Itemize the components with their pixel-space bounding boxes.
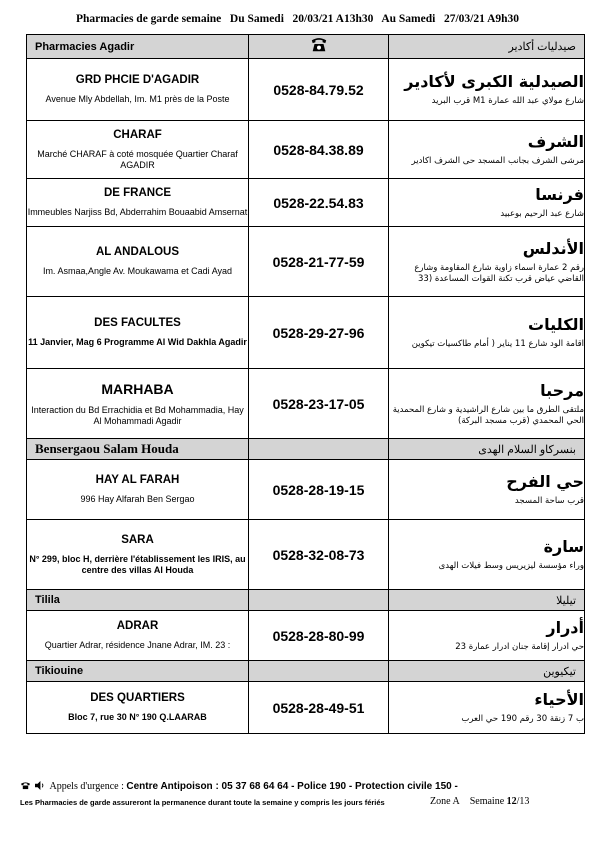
pharmacy-row: [27, 227, 585, 297]
pharmacy-row: [27, 682, 585, 734]
pharmacy-address-fr: Im. Asmaa,Angle Av. Moukawama et Cadi Ayad: [42, 266, 233, 276]
pharmacy-address-ar: شارع عبد الرحيم بوعبيد: [500, 209, 584, 220]
section-name-ar: تيكيوين: [389, 661, 585, 682]
pharmacy-row: [27, 369, 585, 439]
section-name-fr: Bensergaou Salam Houda: [27, 439, 249, 460]
pharmacy-fr-cell: [27, 369, 249, 439]
pharmacy-address-ar: قرب ساحة المسجد: [514, 496, 584, 507]
pharmacy-name-fr: DE FRANCE: [103, 187, 172, 199]
pharmacy-row: [27, 297, 585, 369]
section-header: [27, 35, 585, 59]
pharmacy-ar-cell: [389, 520, 585, 590]
pharmacy-address-ar: حي ادرار إقامة جنان ادرار عمارة 23: [455, 642, 584, 653]
pharmacy-phone: 0528-22.54.83: [249, 179, 389, 227]
pharmacy-address-fr: N° 299, bloc H, derrière l'établissement les IRIS, au centre des villas Al Houda: [29, 553, 246, 575]
pharmacy-phone: 0528-28-19-15: [249, 460, 389, 520]
pharmacy-address-ar: شارع مولاي عبد الله عمارة M1 قرب البريد: [431, 96, 584, 107]
pharmacy-name-ar: الأحياء: [534, 690, 584, 710]
pharmacy-name-ar: مرحبا: [540, 381, 584, 400]
pharmacy-fr-cell: [27, 59, 249, 121]
pharmacy-address-ar: مرشى الشرف بجانب المسجد حى الشرف اكادير: [411, 156, 584, 167]
section-phone-cell: [249, 661, 389, 682]
section-name-ar: بنسركاو السلام الهدى: [389, 439, 585, 460]
pharmacy-ar-cell: [389, 611, 585, 661]
pharmacy-address-ar: اقامة الود شارع 11 يناير ( أمام طاكسيات تيكوين: [411, 339, 584, 350]
pharmacy-fr-cell: [27, 297, 249, 369]
section-name-fr: Pharmacies Agadir: [27, 35, 249, 59]
section-header: [27, 439, 585, 460]
zone-label: Zone A: [430, 796, 460, 807]
pharmacy-name-ar: فرنسا: [535, 185, 584, 205]
pharmacy-name-fr: GRD PHCIE D'AGADIR: [75, 74, 200, 86]
pharmacy-name-fr: SARA: [121, 533, 154, 546]
week-label: Semaine: [469, 796, 505, 807]
section-phone-cell: [249, 439, 389, 460]
pharmacy-phone: 0528-28-49-51: [249, 682, 389, 734]
telephone-icon: [310, 35, 328, 53]
section-phone-cell: [249, 590, 389, 611]
section-header: [27, 661, 585, 682]
pharmacy-phone: 0528-84.79.52: [249, 59, 389, 121]
pharmacy-phone: 0528-21-77-59: [249, 227, 389, 297]
pharmacy-name-ar: سارة: [543, 537, 584, 557]
pharmacy-address-fr: Immeubles Narjiss Bd, Abderrahim Bouaabid Amsernat: [27, 207, 248, 217]
week-number: 12: [506, 796, 517, 807]
pharmacy-fr-cell: [27, 682, 249, 734]
pharmacy-row: [27, 179, 585, 227]
pharmacy-name-fr: MARHABA: [101, 380, 174, 397]
section-name-fr: Tikiouine: [27, 661, 249, 682]
pharmacy-fr-cell: [27, 611, 249, 661]
emergency-label: Appels d'urgence :: [49, 781, 124, 792]
pharmacy-address-ar: ملتقى الطرق ما بين شارع الراشيدية و شارع المحمدية الحي المحمدي (قرب مسجد البركة): [392, 405, 584, 426]
pharmacy-ar-cell: [389, 460, 585, 520]
pharmacy-fr-cell: [27, 179, 249, 227]
pharmacy-phone: 0528-29-27-96: [249, 297, 389, 369]
section-header: [27, 590, 585, 611]
pharmacy-row: [27, 520, 585, 590]
pharmacy-ar-cell: [389, 227, 585, 297]
pharmacy-name-fr: DES QUARTIERS: [90, 692, 185, 704]
section-phone-cell: [249, 35, 389, 59]
pharmacy-row: [27, 59, 585, 121]
pharmacy-fr-cell: [27, 227, 249, 297]
emergency-line: [20, 781, 458, 792]
pharmacy-address-ar: ب 7 زنقة 30 رقم 190 حي العرب: [461, 714, 584, 725]
section-name-fr: Tilila: [27, 590, 249, 611]
footer-note: Les Pharmacies de garde assureront la permanence durant toute la semaine y compris les jours fériés: [20, 798, 385, 807]
pharmacy-row: [27, 460, 585, 520]
pharmacy-name-fr: HAY AL FARAH: [95, 474, 180, 486]
speaker-icon: [34, 781, 45, 790]
pharmacy-name-ar: أدرار: [546, 618, 584, 638]
pharmacy-address-fr: 996 Hay Alfarah Ben Sergao: [80, 494, 195, 504]
pharmacy-address-fr: Marché CHARAF à coté mosquée Quartier Charaf AGADIR: [37, 148, 238, 170]
pharmacy-name-fr: DES FACULTES: [94, 317, 181, 329]
pharmacy-fr-cell: [27, 121, 249, 179]
section-name-ar: صيدليات أكادير: [389, 35, 585, 59]
emergency-numbers: Centre Antipoison : 05 37 68 64 64 - Police 190 - Protection civile 150 -: [126, 781, 458, 792]
pharmacy-name-ar: الصيدلية الكبرى لأكادير: [404, 72, 584, 92]
pharmacy-row: [27, 611, 585, 661]
pharmacy-address-ar: وراء مؤسسة ليزيريس وسط فيلات الهدى: [438, 561, 584, 572]
telephone-icon: [20, 781, 31, 790]
pharmacy-address-fr: Quartier Adrar, résidence Jnane Adrar, IM. 23 :: [44, 640, 231, 650]
pharmacy-address-fr: Avenue Mly Abdellah, Im. M1 près de la Poste: [45, 94, 230, 104]
pharmacy-phone: 0528-28-80-99: [249, 611, 389, 661]
pharmacy-name-fr: CHARAF: [113, 128, 162, 141]
pharmacy-ar-cell: [389, 369, 585, 439]
pharmacy-ar-cell: [389, 179, 585, 227]
pharmacy-fr-cell: [27, 460, 249, 520]
pharmacy-ar-cell: [389, 297, 585, 369]
pharmacy-name-ar: الشرف: [527, 132, 584, 152]
pharmacy-address-fr: 11 Janvier, Mag 6 Programme Al Wid Dakhla Agadir: [28, 337, 247, 347]
page-title: Pharmacies de garde semaine Du Samedi 20/03/21 A13h30 Au Samedi 27/03/21 A9h30: [75, 13, 520, 25]
pharmacy-ar-cell: [389, 59, 585, 121]
pharmacy-name-ar: الأندلس: [522, 239, 584, 258]
pharmacy-ar-cell: [389, 682, 585, 734]
pharmacy-row: [27, 121, 585, 179]
week-total: /13: [516, 796, 530, 807]
pharmacy-address-ar: رقم 2 عمارة اسماء زاوية شارع المقاومة وشارع القاضي عياض قرب تكنة القوات المساعدة (33: [414, 263, 584, 284]
pharmacy-name-fr: AL ANDALOUS: [95, 246, 180, 258]
pharmacy-phone: 0528-32-08-73: [249, 520, 389, 590]
pharmacy-phone: 0528-84.38.89: [249, 121, 389, 179]
section-name-ar: تيليلا: [389, 590, 585, 611]
zone-week: [430, 796, 529, 807]
pharmacy-phone: 0528-23-17-05: [249, 369, 389, 439]
pharmacy-address-fr: Bloc 7, rue 30 N° 190 Q.LAARAB: [68, 712, 207, 722]
pharmacy-address-fr: Interaction du Bd Errachidia et Bd Mohammadia, Hay Al Mohammadi Agadir: [31, 404, 244, 426]
pharmacy-name-ar: الكليات: [528, 315, 584, 335]
pharmacy-name-ar: حي الفرح: [506, 472, 584, 492]
pharmacy-name-fr: ADRAR: [116, 620, 159, 632]
pharmacy-ar-cell: [389, 121, 585, 179]
pharmacy-table: [26, 34, 585, 734]
pharmacy-fr-cell: [27, 520, 249, 590]
